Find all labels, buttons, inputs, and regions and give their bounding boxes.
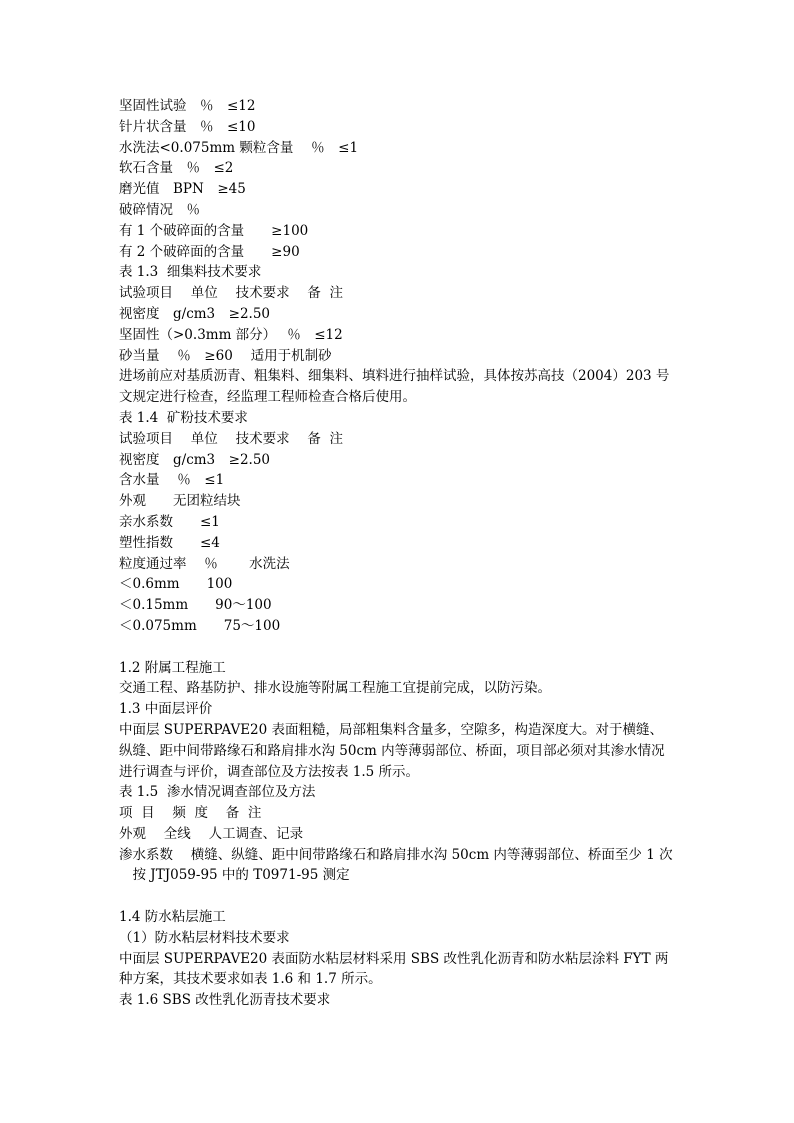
subsection-heading: （1）防水粘层材料技术要求 [119,929,290,946]
section-heading: 1.4 防水粘层施工 [119,909,226,926]
table-header: 试验项目 单位 技术要求 备 注 [119,430,343,447]
text-line: 粒度通过率 ％ 水洗法 [119,555,290,572]
table-title: 表 1.6 SBS 改性乳化沥青技术要求 [119,992,331,1009]
paragraph-line: 进行调查与评价，调查部位及方法按表 1.5 所示。 [119,763,420,780]
paragraph-line: 进场前应对基质沥青、粗集料、细集料、填料进行抽样试验，具体按苏高技（2004）203 号 [119,368,670,385]
table-header: 项 目 频 度 备 注 [119,805,262,822]
text-line: 破碎情况 ％ [119,201,200,218]
paragraph-line: 文规定进行检查，经监理工程师检查合格后使用。 [119,389,416,406]
table-row: 渗水系数 横缝、纵缝、距中间带路缘石和路肩排水沟 50cm 内等薄弱部位、桥面至少 1 次 [119,846,673,863]
mineral-powder-spec-block [119,408,679,637]
text-line: 坚固性试验 ％ ≤12 [119,98,256,114]
section-heading: 1.3 中面层评价 [119,701,213,718]
text-line: 有 1 个破碎面的含量 ≥100 [119,222,309,239]
text-line: ＜0.6mm 100 [119,576,233,593]
text-line: 外观 无团粒结块 [119,493,241,510]
table-header: 试验项目 单位 技术要求 备 注 [119,285,343,302]
section-1-4 [119,907,679,1011]
text-line: 水洗法<0.075mm 颗粒含量 ％ ≤1 [119,139,359,156]
text-line: 含水量 ％ ≤1 [119,472,225,489]
text-line: 坚固性（>0.3mm 部分） ％ ≤12 [119,326,343,343]
section-1-2 [119,658,679,700]
document-page [119,96,679,1011]
spacer [119,886,679,907]
spacer [119,637,679,658]
text-line: 磨光值 BPN ≥45 [119,181,246,198]
text-line: 砂当量 ％ ≥60 适用于机制砂 [119,347,332,364]
section-heading: 1.2 附属工程施工 [119,659,226,676]
inspection-paragraph [119,366,679,408]
text-line: 视密度 g/cm3 ≥2.50 [119,305,271,322]
table-title: 表 1.5 渗水情况调查部位及方法 [119,784,316,801]
section-1-3 [119,699,679,886]
paragraph-line: 中面层 SUPERPAVE20 表面防水粘层材料采用 SBS 改性乳化沥青和防水粘层涂料 FYT 两 [119,950,669,967]
table-title: 表 1.4 矿粉技术要求 [119,409,248,426]
table-row-continuation: 按 JTJ059-95 中的 T0971-95 测定 [119,867,350,884]
text-line: 亲水系数 ≤1 [119,513,220,530]
paragraph-line: 交通工程、路基防护、排水设施等附属工程施工宜提前完成，以防污染。 [119,680,551,697]
paragraph-line: 纵缝、距中间带路缘石和路肩排水沟 50cm 内等薄弱部位、桥面，项目部必须对其渗水情况 [119,742,665,759]
text-line: ＜0.15mm 90～100 [119,597,272,614]
text-line: 软石含量 ％ ≤2 [119,160,234,177]
text-line: 塑性指数 ≤4 [119,534,220,551]
text-line: 有 2 个破碎面的含量 ≥90 [119,243,300,260]
text-line: 视密度 g/cm3 ≥2.50 [119,451,271,468]
text-line: ＜0.075mm 75～100 [119,617,281,634]
paragraph-line: 种方案，其技术要求如表 1.6 和 1.7 所示。 [119,971,382,988]
paragraph-line: 中面层 SUPERPAVE20 表面粗糙，局部粗集料含量多，空隙多，构造深度大。对于横缝、 [119,721,664,738]
coarse-aggregate-spec-block [119,96,679,366]
table-row: 外观 全线 人工调查、记录 [119,825,304,842]
table-title: 表 1.3 细集料技术要求 [119,264,262,281]
text-line: 针片状含量 ％ ≤10 [119,118,256,135]
